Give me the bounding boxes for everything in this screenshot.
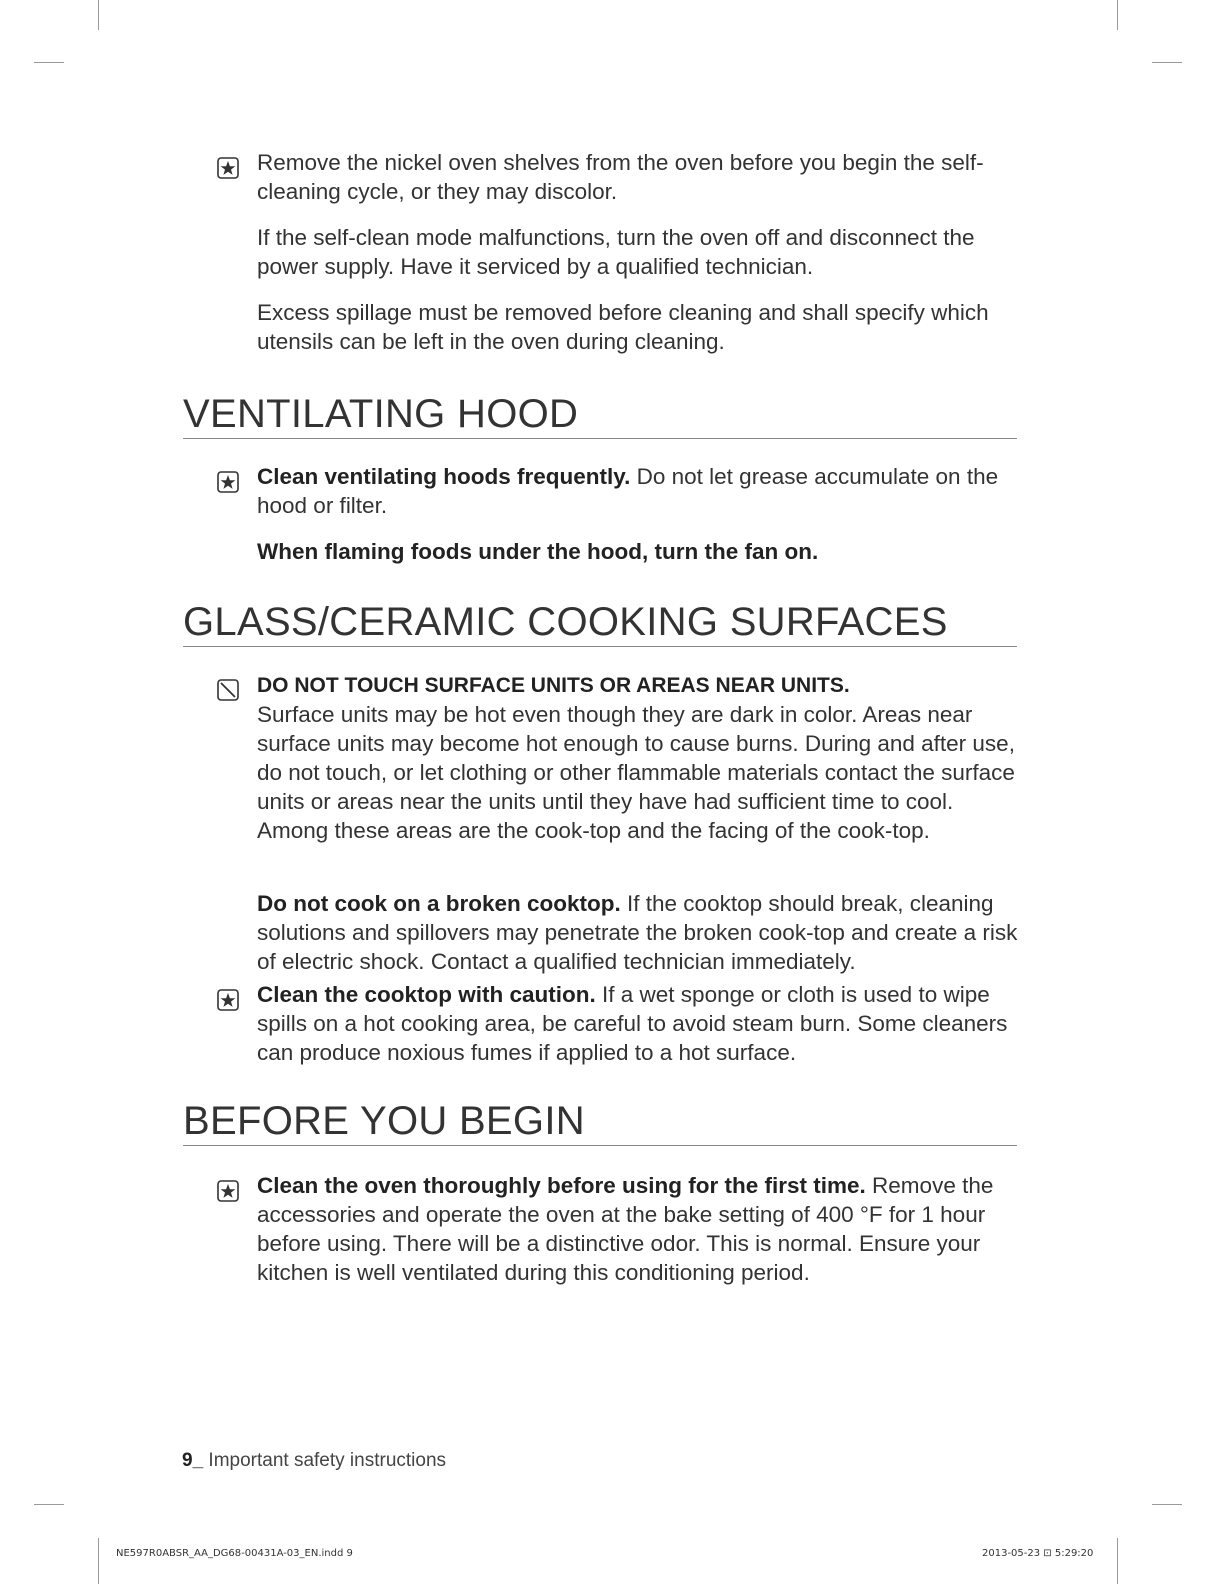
- flaming-foods-bold: When flaming foods under the hood, turn the fan on.: [257, 539, 819, 564]
- caution-text: If a wet sponge or cloth is used to wipe spills on a hot cooking area, be careful to avoid steam burn. Some cleaners can produce noxious fumes if applied to a hot surface.: [257, 982, 1008, 1065]
- star-box-icon: [217, 1180, 239, 1202]
- glass-ceramic-heading: GLASS/CERAMIC COOKING SURFACES: [183, 600, 948, 644]
- paragraph: [257, 980, 1027, 1067]
- star-box-icon: [217, 471, 239, 493]
- caution-bold: Clean the cooktop with caution.: [257, 982, 596, 1007]
- print-slug-file: NE597R0ABSR_AA_DG68-00431A-03_EN.indd 9: [116, 1548, 353, 1559]
- section-heading: [183, 602, 1017, 647]
- crop-mark: [1152, 1504, 1182, 1505]
- crop-mark: [98, 0, 99, 30]
- crop-mark: [98, 1538, 99, 1584]
- section-heading: [183, 394, 1017, 439]
- clean-oven-bold: Clean the oven thoroughly before using for the first time.: [257, 1173, 866, 1198]
- crop-mark: [1117, 0, 1118, 30]
- shelves-text: Remove the nickel oven shelves from the oven before you begin the self-cleaning cycle, or they may discolor.: [257, 150, 984, 204]
- do-not-touch-bold: DO NOT TOUCH SURFACE UNITS OR AREAS NEAR UNITS.: [257, 674, 850, 697]
- ventilating-text: Do not let grease accumulate on the hood or filter.: [257, 464, 999, 518]
- paragraph: [257, 223, 1027, 281]
- malfunction-text: If the self-clean mode malfunctions, turn the oven off and disconnect the power supply. Have it serviced by a qualified technician.: [257, 225, 975, 279]
- ventilating-bold: Clean ventilating hoods frequently.: [257, 464, 631, 489]
- paragraph: [257, 462, 1027, 520]
- crop-mark: [1117, 1538, 1118, 1584]
- before-you-begin-heading: BEFORE YOU BEGIN: [183, 1099, 585, 1143]
- broken-cooktop-bold: Do not cook on a broken cooktop.: [257, 891, 621, 916]
- footer-title: Important safety instructions: [203, 1450, 447, 1471]
- crop-mark: [1152, 62, 1182, 63]
- surface-units-text: Surface units may be hot even though they are dark in color. Areas near surface units may become hot enough to cause burns. During and after use, do not touch, or let clothing or other flammable materials contact the surface units or areas near the units until they have had sufficient time to cool. Among these areas are the cook-top and the facing of the cook-top.: [257, 702, 1015, 843]
- ventilating-hood-heading: VENTILATING HOOD: [183, 392, 579, 436]
- star-box-icon: [217, 157, 239, 179]
- paragraph: [257, 537, 1027, 566]
- page-footer: [182, 1450, 446, 1472]
- spillage-text: Excess spillage must be removed before cleaning and shall specify which utensils can be left in the oven during cleaning.: [257, 300, 989, 354]
- star-box-icon: [217, 989, 239, 1011]
- paragraph: [257, 298, 1027, 356]
- page-number: 9_: [182, 1450, 204, 1471]
- clean-oven-text: Remove the accessories and operate the oven at the bake setting of 400 °F for 1 hour before using. There will be a distinctive odor. This is normal. Ensure your kitchen is well ventilated during this conditioning period.: [257, 1173, 994, 1285]
- paragraph: [257, 889, 1027, 976]
- paragraph: [257, 1171, 1027, 1287]
- broken-cooktop-text: If the cooktop should break, cleaning solutions and spillovers may penetrate the broken cook-top and create a risk of electric shock. Contact a qualified technician immediately.: [257, 891, 1018, 974]
- crop-mark: [34, 62, 64, 63]
- paragraph: [257, 670, 1027, 845]
- section-heading: [183, 1101, 1017, 1146]
- paragraph: [257, 148, 1027, 206]
- print-slug-date: 2013-05-23 ⊡ 5:29:20: [982, 1548, 1094, 1559]
- crop-mark: [34, 1504, 64, 1505]
- prohibition-box-icon: [217, 679, 239, 701]
